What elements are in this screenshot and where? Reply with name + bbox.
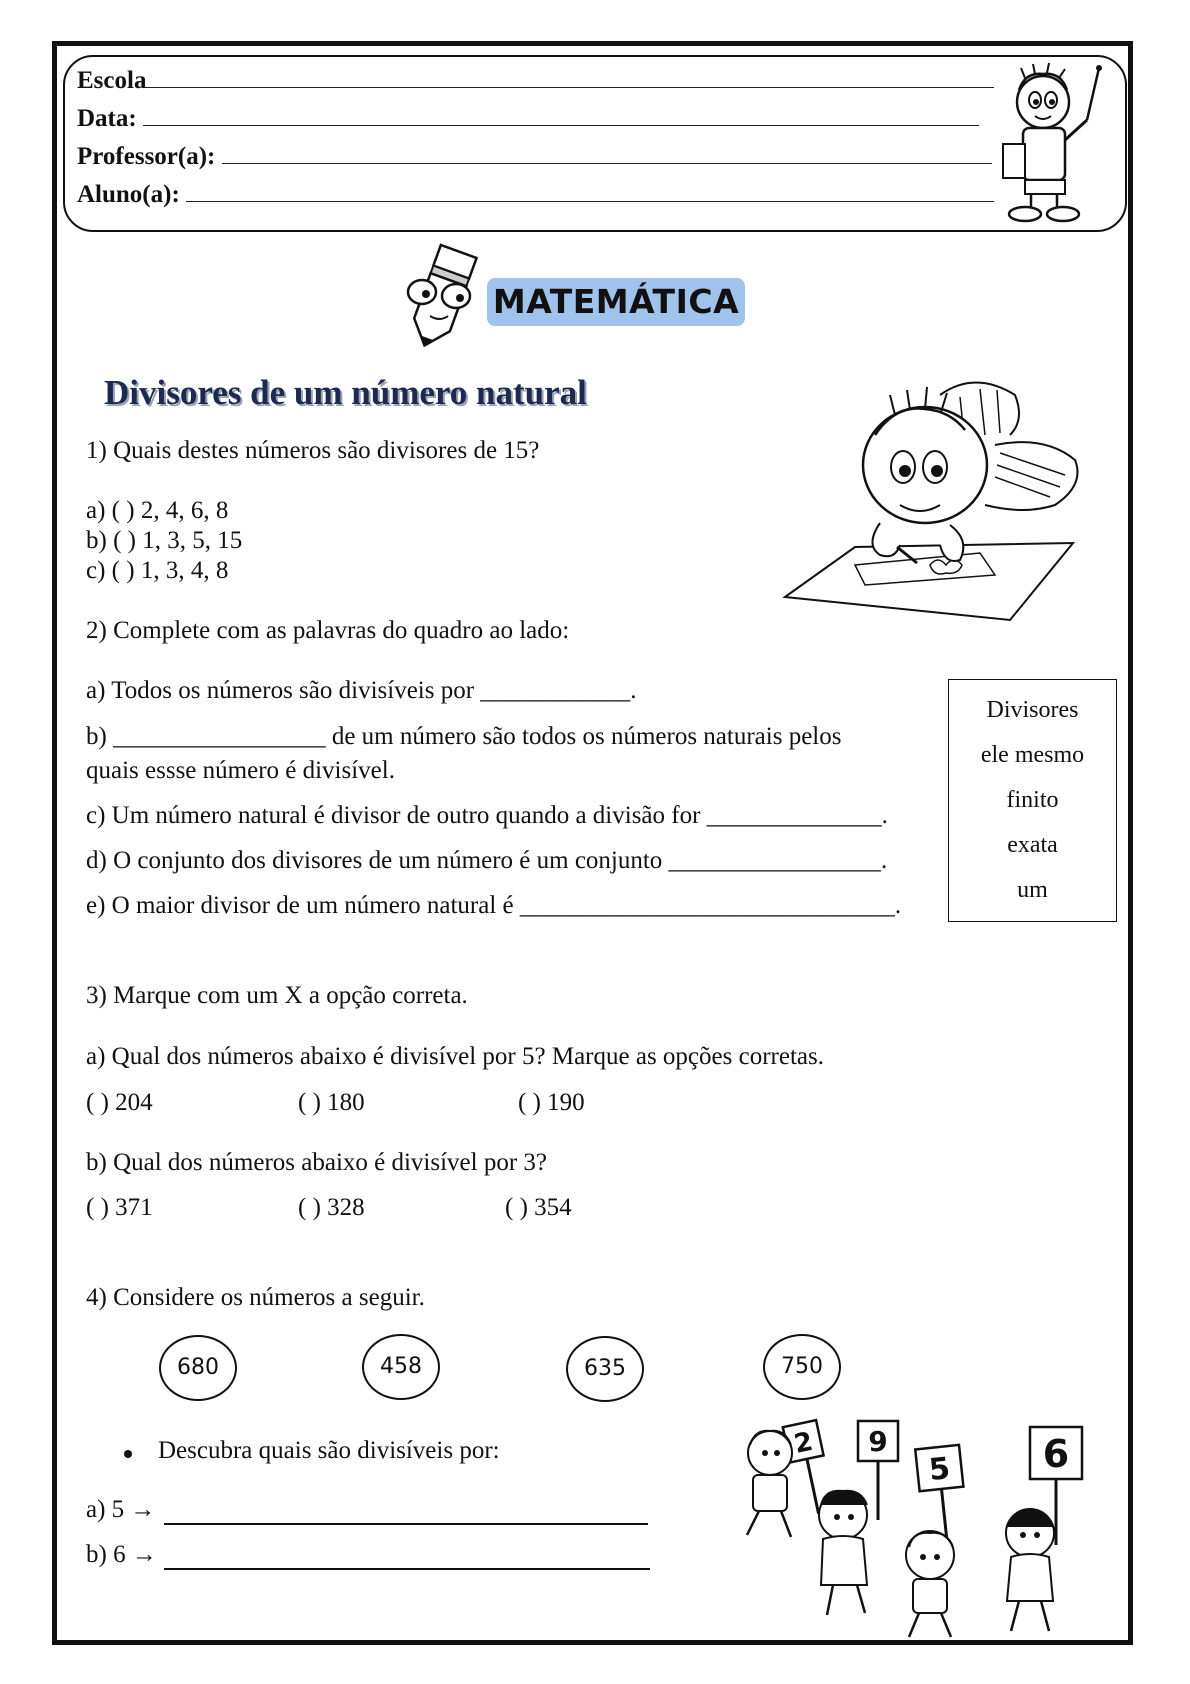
sign-number-5: 5: [927, 1451, 952, 1489]
sign-number-6: 6: [1042, 1432, 1070, 1476]
q3-prompt: 3) Marque com um X a opção correta.: [86, 982, 468, 1009]
aluno-field[interactable]: [186, 181, 994, 202]
word-box-item: Divisores: [986, 697, 1079, 723]
number-oval-458: 458: [362, 1334, 440, 1400]
q2-item-b-line2: quais essse número é divisível.: [86, 757, 395, 784]
q3a-option-190[interactable]: ( ) 190: [518, 1089, 585, 1116]
sign-number-9: 9: [868, 1425, 888, 1458]
aluno-label: Aluno(a):: [77, 181, 180, 208]
professor-row: [77, 143, 992, 171]
data-field[interactable]: [143, 105, 979, 126]
q1-option-b[interactable]: b) ( ) 1, 3, 5, 15: [86, 527, 243, 554]
word-box-item: um: [1017, 877, 1048, 903]
q3b-option-328[interactable]: ( ) 328: [298, 1194, 365, 1221]
data-label: Data:: [77, 105, 137, 132]
header-box: [63, 55, 1127, 232]
word-box-item: ele mesmo: [980, 742, 1085, 768]
escola-field[interactable]: [146, 67, 994, 88]
q4-b-answer-line[interactable]: [164, 1566, 650, 1570]
drawing-child-illustration: [785, 375, 1105, 625]
q3a-prompt: a) Qual dos números abaixo é divisível por 5? Marque as opções corretas.: [86, 1043, 824, 1070]
q1-prompt: 1) Quais destes números são divisores de 15?: [86, 437, 540, 464]
q2-item-e: e) O maior divisor de um número natural é ______________________________.: [86, 892, 902, 919]
escola-label: Escola: [77, 67, 147, 94]
aluno-row: [77, 181, 994, 209]
pencil-mascot-icon: [400, 240, 480, 360]
q1-option-a[interactable]: a) ( ) 2, 4, 6, 8: [86, 497, 229, 524]
q1-option-c[interactable]: c) ( ) 1, 3, 4, 8: [86, 557, 229, 584]
teacher-character-illustration: [995, 60, 1115, 230]
number-oval-750: 750: [763, 1334, 841, 1400]
sign-number-2: 2: [791, 1426, 816, 1460]
q2-item-b-line1: b) _________________ de um número são todos os números naturais pelos: [86, 723, 842, 750]
number-oval-680: 680: [159, 1335, 237, 1401]
subject-badge: MATEMÁTICA: [487, 278, 745, 326]
professor-field[interactable]: [222, 143, 992, 164]
professor-label: Professor(a):: [77, 143, 216, 170]
q4-bullet-text: Descubra quais são divisíveis por:: [158, 1437, 500, 1464]
bullet-dot: [124, 1450, 132, 1458]
q3a-option-204[interactable]: ( ) 204: [86, 1089, 153, 1116]
q2-item-a: a) Todos os números são divisíveis por ____________.: [86, 677, 637, 704]
word-box: [948, 679, 1117, 922]
q3b-option-354[interactable]: ( ) 354: [505, 1194, 572, 1221]
q2-item-c: c) Um número natural é divisor de outro quando a divisão for ______________.: [86, 802, 888, 829]
q2-prompt: 2) Complete com as palavras do quadro ao lado:: [86, 617, 570, 644]
q3a-option-180[interactable]: ( ) 180: [298, 1089, 365, 1116]
q3b-option-371[interactable]: ( ) 371: [86, 1194, 153, 1221]
q4-prompt: 4) Considere os números a seguir.: [86, 1284, 425, 1311]
q4-a-label: a) 5 →: [86, 1496, 156, 1523]
kids-with-signs-illustration: [725, 1405, 1105, 1645]
q3b-prompt: b) Qual dos números abaixo é divisível por 3?: [86, 1149, 548, 1176]
word-box-item: finito: [1006, 787, 1059, 813]
data-row: [77, 105, 979, 133]
q2-item-d: d) O conjunto dos divisores de um número é um conjunto _________________.: [86, 847, 888, 874]
word-box-item: exata: [1007, 832, 1058, 858]
q4-b-label: b) 6 →: [86, 1541, 157, 1568]
q4-a-answer-line[interactable]: [164, 1521, 648, 1525]
escola-row: [77, 67, 994, 95]
page-title: Divisores de um número natural: [104, 373, 587, 412]
number-oval-635: 635: [566, 1336, 644, 1402]
